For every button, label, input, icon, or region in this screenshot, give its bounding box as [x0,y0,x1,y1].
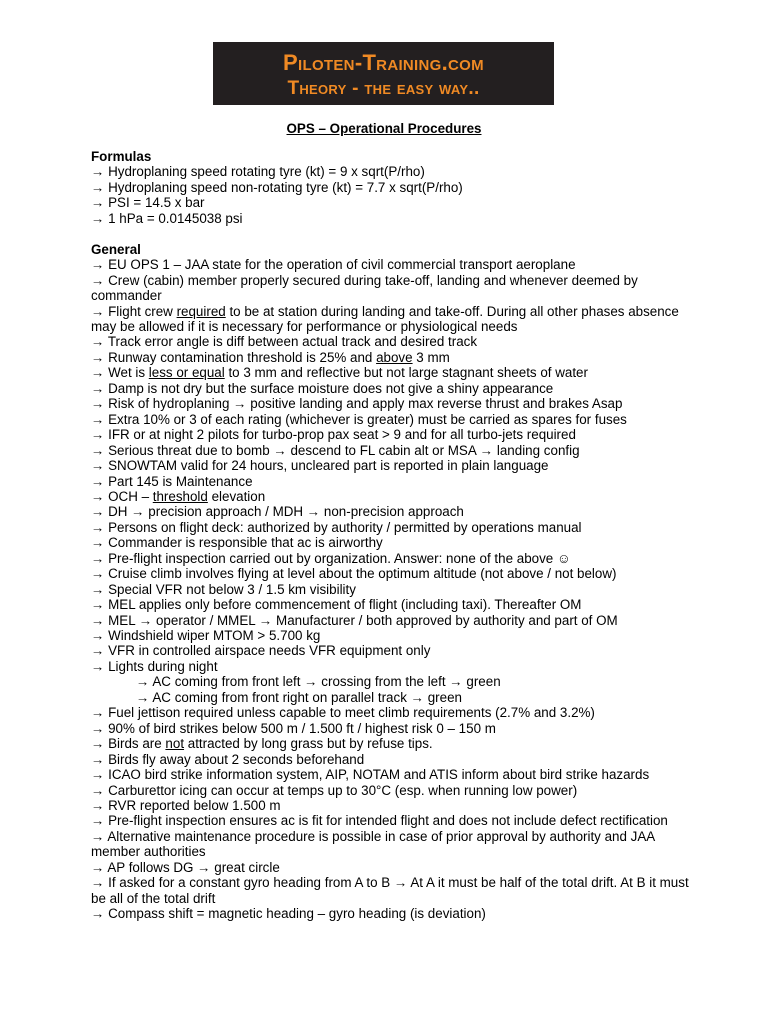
list-item: → Damp is not dry but the surface moisture does not give a shiny appearance [91,380,554,396]
site-banner [213,42,554,105]
list-item-text: elevation [207,488,266,504]
document-title-text: OPS – Operational Procedures [286,121,482,136]
list-item: → IFR or at night 2 pilots for turbo-prop pax seat > 9 and for all turbo-jets required [91,427,576,443]
document-title [0,121,768,136]
list-item-text: 3 mm [412,349,450,365]
list-item: → Carburettor icing can occur at temps up to 30°C (esp. when running low power) [91,782,578,798]
list-item: → Special VFR not below 3 / 1.5 km visibility [91,581,356,597]
list-item: → Pre-flight inspection carried out by organization. Answer: none of the above ☺ [91,550,571,566]
list-item: → PSI = 14.5 x bar [91,195,205,211]
formulas-list [91,164,691,226]
list-item-text: → OCH – [91,488,153,504]
list-item: → DH → precision approach / MDH → non-precision approach [91,504,464,520]
underlined-text: above [376,349,413,365]
list-item: → AP follows DG → great circle [91,859,280,875]
list-item: → Pre-flight inspection ensures ac is fit for intended flight and does not include defect rectification [91,813,668,829]
general-heading: General [91,241,141,257]
list-item-text: attracted by long grass but by refuse tips. [184,736,433,752]
list-item: → RVR reported below 1.500 m [91,798,281,814]
underlined-text: less or equal [148,365,225,381]
list-item: → 90% of bird strikes below 500 m / 1.500 ft / highest risk 0 – 150 m [91,720,496,736]
general-list [91,257,691,921]
list-item: → Track error angle is diff between actual track and desired track [91,334,478,350]
list-item: → Windshield wiper MTOM > 5.700 kg [91,628,321,644]
list-item: → Fuel jettison required unless capable to meet climb requirements (2.7% and 3.2%) [91,705,595,721]
indented-list-item: → AC coming from front right on parallel track → green [136,689,462,705]
list-item-text: → Birds are [91,736,166,752]
banner-tagline: Theory - the easy way.. [287,78,480,99]
list-item: → Birds fly away about 2 seconds beforehand [91,751,365,767]
list-item: → Hydroplaning speed rotating tyre (kt) = 9 x sqrt(P/rho) [91,164,425,180]
list-item-text: to be at station during landing and take-off. During all other phases absence may be allowed if it is necessary for performance or physiological needs [91,303,679,334]
underlined-text: required [176,303,226,319]
document-body [91,149,691,922]
list-item [91,350,691,365]
list-item-text: → Runway contamination threshold is 25% and [91,349,377,365]
list-item: → Part 145 is Maintenance [91,473,253,489]
list-item-text: to 3 mm and reflective but not large stagnant sheets of water [224,365,588,381]
list-item: → Persons on flight deck: authorized by authority / permitted by operations manual [91,519,582,535]
list-item-text: → Flight crew [91,303,177,319]
list-item: → Commander is responsible that ac is airworthy [91,535,383,551]
list-item [91,365,691,380]
list-item: → ICAO bird strike information system, AIP, NOTAM and ATIS inform about bird strike hazards [91,767,650,783]
list-item [91,304,691,335]
list-item: → Extra 10% or 3 of each rating (whichever is greater) must be carried as spares for fuses [91,411,627,427]
list-item: → SNOWTAM valid for 24 hours, uncleared part is reported in plain language [91,458,549,474]
formulas-heading: Formulas [91,149,152,164]
list-item: → VFR in controlled airspace needs VFR equipment only [91,643,431,659]
list-item: → MEL → operator / MMEL → Manufacturer / both approved by authority and part of OM [91,612,618,628]
list-item: → Alternative maintenance procedure is possible in case of prior approval by authority and JAA member authorities [91,828,655,860]
list-item: → Lights during night [91,658,218,674]
list-item: → If asked for a constant gyro heading from A to B → At A it must be half of the total drift. At B it must be all of the total drift [91,875,689,906]
list-item: → Compass shift = magnetic heading – gyro heading (is deviation) [91,906,486,922]
list-item: → Hydroplaning speed non-rotating tyre (kt) = 7.7 x sqrt(P/rho) [91,179,463,195]
section-gap [91,226,691,241]
list-item: → 1 hPa = 0.0145038 psi [91,210,243,226]
banner-title: Piloten-Training.com [283,50,484,75]
list-item: → Serious threat due to bomb → descend to FL cabin alt or MSA → landing config [91,442,580,458]
underlined-text: threshold [152,488,208,504]
list-item: → EU OPS 1 – JAA state for the operation of civil commercial transport aeroplane [91,257,576,273]
list-item [91,489,691,504]
list-item: → MEL applies only before commencement of flight (including taxi). Thereafter OM [91,597,582,613]
list-item: → Cruise climb involves flying at level about the optimum altitude (not above / not below) [91,566,617,582]
list-item: → Risk of hydroplaning → positive landing and apply max reverse thrust and brakes Asap [91,396,623,412]
list-item-text: → Wet is [91,365,149,381]
indented-list-item: → AC coming from front left → crossing from the left → green [136,674,501,690]
list-item: → Crew (cabin) member properly secured during take-off, landing and whenever deemed by commander [91,272,638,304]
list-item [91,736,691,751]
underlined-text: not [165,736,185,752]
